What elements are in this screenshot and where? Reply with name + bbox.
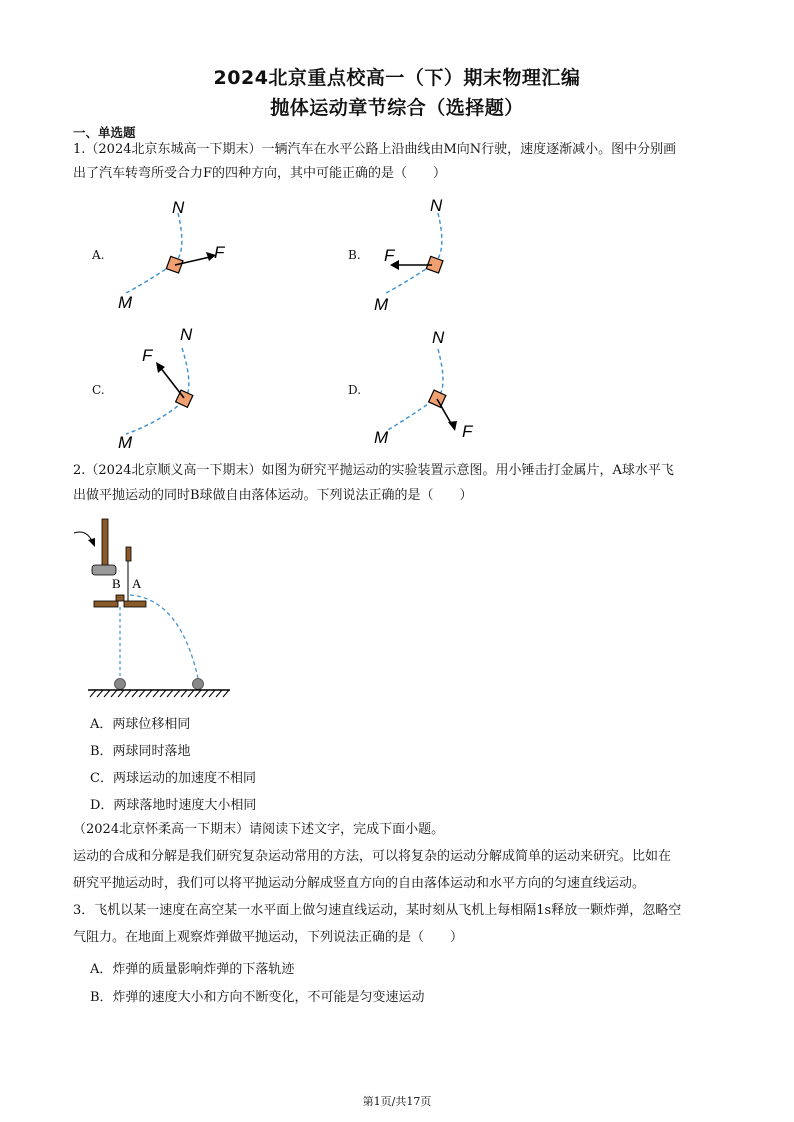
q2-option-c: C．两球运动的加速度不相同 xyxy=(90,771,256,786)
projectile-path xyxy=(130,595,198,678)
label-m: M xyxy=(118,433,133,452)
q3-option-a: A．炸弹的质量影响炸弹的下落轨迹 xyxy=(90,962,295,977)
force-arrow xyxy=(437,399,452,425)
q3-line1: 3．飞机以某一速度在高空某一水平面上做匀速直线运动，某时刻从飞机上每相隔1s释放一颗炸弹，忽略空 xyxy=(73,903,682,918)
q1-figure-c xyxy=(110,320,250,450)
q1-option-d-label: D. xyxy=(348,383,362,397)
label-f: F xyxy=(462,422,473,441)
upright-post xyxy=(126,547,131,561)
label-n: N xyxy=(432,328,445,347)
ball-b xyxy=(115,679,126,690)
label-n: N xyxy=(430,196,443,215)
label-m: M xyxy=(374,295,389,314)
hammer-handle xyxy=(102,519,108,569)
q1-line2: 出了汽车转弯所受合力F的四种方向，其中可能正确的是（ ） xyxy=(73,166,447,181)
label-b: B xyxy=(112,576,121,591)
base-center xyxy=(116,595,124,601)
label-n: N xyxy=(180,325,193,344)
car-block xyxy=(429,390,446,407)
q2-option-a: A．两球位移相同 xyxy=(90,717,191,732)
passage-line3: 研究平抛运动时，我们可以将平抛运动分解成竖直方向的自由落体运动和水平方向的匀速直线运动。 xyxy=(73,876,646,891)
q2-line1: 2.（2024北京顺义高一下期末）如图为研究平抛运动的实验装置示意图。用小锤击打金属片，A球水平飞 xyxy=(73,463,674,478)
q2-apparatus-figure xyxy=(70,515,240,705)
section-heading: 一、单选题 xyxy=(73,125,136,140)
label-f: F xyxy=(384,246,395,265)
q2-option-d: D．两球落地时速度大小相同 xyxy=(90,798,257,813)
page-footer: 第1页/共17页 xyxy=(362,1095,432,1108)
hammer-head xyxy=(92,565,116,575)
q2-option-b: B．两球同时落地 xyxy=(90,744,191,759)
label-a: A xyxy=(132,576,142,591)
arrow-head-icon xyxy=(88,538,95,547)
arrow-head-icon xyxy=(448,421,457,431)
passage-line1: （2024北京怀柔高一下期末）请阅读下述文字，完成下面小题。 xyxy=(73,822,445,837)
label-m: M xyxy=(374,428,389,447)
q1-figure-b xyxy=(370,195,510,315)
ground-hatching xyxy=(90,690,229,697)
base-left xyxy=(94,601,118,607)
page-subtitle: 抛体运动章节综合（选择题） xyxy=(270,97,524,119)
q1-line1: 1.（2024北京东城高一下期末）一辆汽车在水平公路上沿曲线由M向N行驶，速度逐渐减小。图中分别画 xyxy=(73,142,677,157)
label-f: F xyxy=(142,346,153,365)
q1-option-b-label: B. xyxy=(348,248,361,262)
car-block xyxy=(166,256,183,273)
label-f: F xyxy=(214,243,225,262)
ball-a xyxy=(193,679,204,690)
label-n: N xyxy=(172,198,185,217)
q2-line2: 出做平抛运动的同时B球做自由落体运动。下列说法正确的是（ ） xyxy=(73,488,473,503)
label-m: M xyxy=(118,293,133,312)
q1-figure-a xyxy=(110,195,250,315)
force-arrow xyxy=(160,367,184,398)
page-title: 2024北京重点校高一（下）期末物理汇编 xyxy=(213,67,581,89)
base-right xyxy=(124,601,146,607)
car-block xyxy=(176,390,193,407)
q3-line2: 气阻力。在地面上观察炸弹做平抛运动，下列说法正确的是（ ） xyxy=(73,930,464,945)
q1-option-a-label: A. xyxy=(92,248,105,262)
trajectory-path xyxy=(126,213,182,293)
q1-figure-d xyxy=(370,325,510,450)
q3-option-b: B．炸弹的速度大小和方向不断变化，不可能是匀变速运动 xyxy=(90,990,425,1005)
q1-option-c-label: C. xyxy=(92,383,105,397)
passage-line2: 运动的合成和分解是我们研究复杂运动常用的方法，可以将复杂的运动分解成简单的运动来研究。比如在 xyxy=(73,849,672,864)
